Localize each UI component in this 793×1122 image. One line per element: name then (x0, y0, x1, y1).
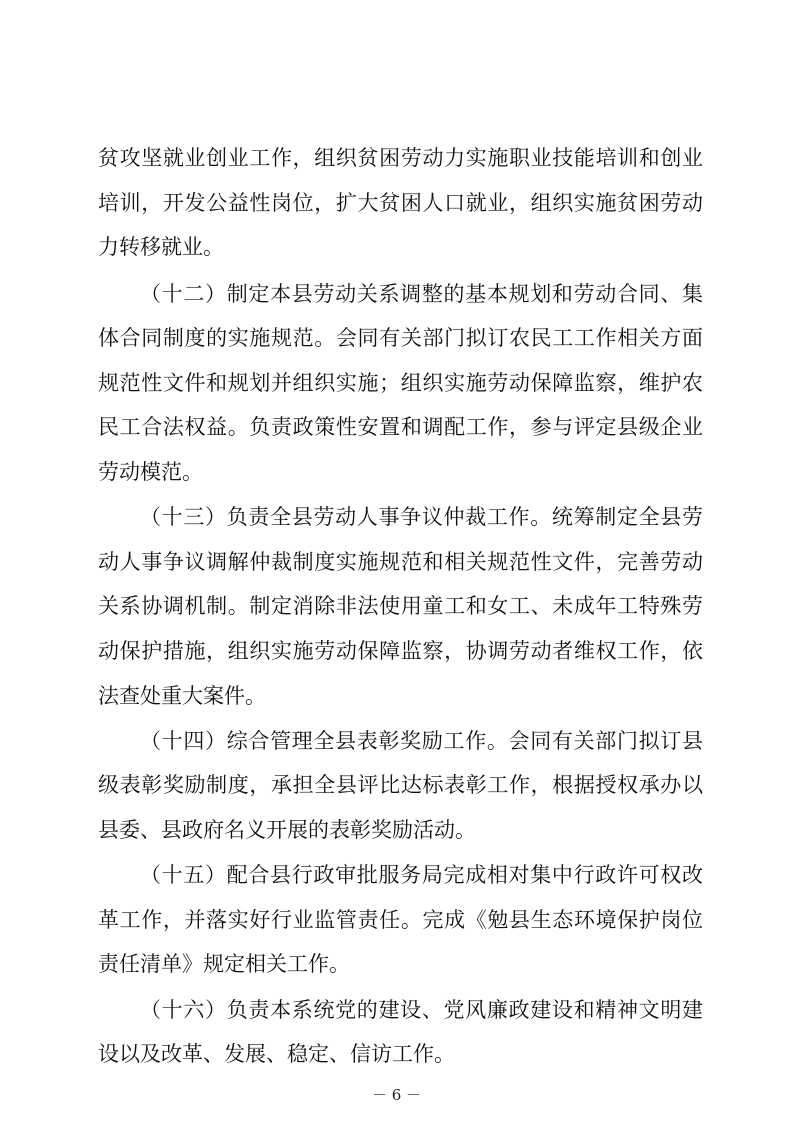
text-line: 体合同制度的实施规范。会同有关部门拟订农民工工作相关方面 (98, 326, 703, 350)
text-line: 法查处重大案件。 (98, 684, 266, 708)
text-line: 培训，开发公益性岗位，扩大贫困人口就业，组织实施贫困劳动 (98, 191, 703, 215)
text-line: 革工作，并落实好行业监管责任。完成《勉县生态环境保护岗位 (98, 908, 703, 932)
text-line: 动保护措施，组织实施劳动保障监察，协调劳动者维权工作，依 (98, 639, 703, 663)
text-line: （十五）配合县行政审批服务局完成相对集中行政许可权改 (140, 863, 703, 887)
text-line: 规范性文件和规划并组织实施；组织实施劳动保障监察，维护农 (98, 371, 703, 395)
text-line: 级表彰奖励制度，承担全县评比达标表彰工作，根据授权承办以 (98, 773, 703, 797)
text-line: 县委、县政府名义开展的表彰奖励活动。 (98, 818, 476, 842)
text-line: 责任清单》规定相关工作。 (98, 952, 350, 976)
text-line: 力转移就业。 (98, 235, 224, 259)
text-line: 动人事争议调解仲裁制度实施规范和相关规范性文件，完善劳动 (98, 550, 703, 574)
text-line: （十四）综合管理全县表彰奖励工作。会同有关部门拟订县 (140, 729, 703, 753)
page-number: － 6 － (371, 1086, 422, 1104)
text-line: 民工合法权益。负责政策性安置和调配工作，参与评定县级企业 (98, 415, 703, 439)
text-line: 设以及改革、发展、稳定、信访工作。 (98, 1042, 455, 1066)
text-line: （十六）负责本系统党的建设、党风廉政建设和精神文明建 (140, 998, 703, 1022)
text-line: 贫攻坚就业创业工作，组织贫困劳动力实施职业技能培训和创业 (98, 146, 703, 170)
text-line: 劳动模范。 (98, 460, 203, 484)
text-line: （十二）制定本县劳动关系调整的基本规划和劳动合同、集 (140, 282, 703, 306)
text-line: （十三）负责全县劳动人事争议仲裁工作。统筹制定全县劳 (140, 505, 703, 529)
text-line: 关系协调机制。制定消除非法使用童工和女工、未成年工特殊劳 (98, 594, 703, 618)
